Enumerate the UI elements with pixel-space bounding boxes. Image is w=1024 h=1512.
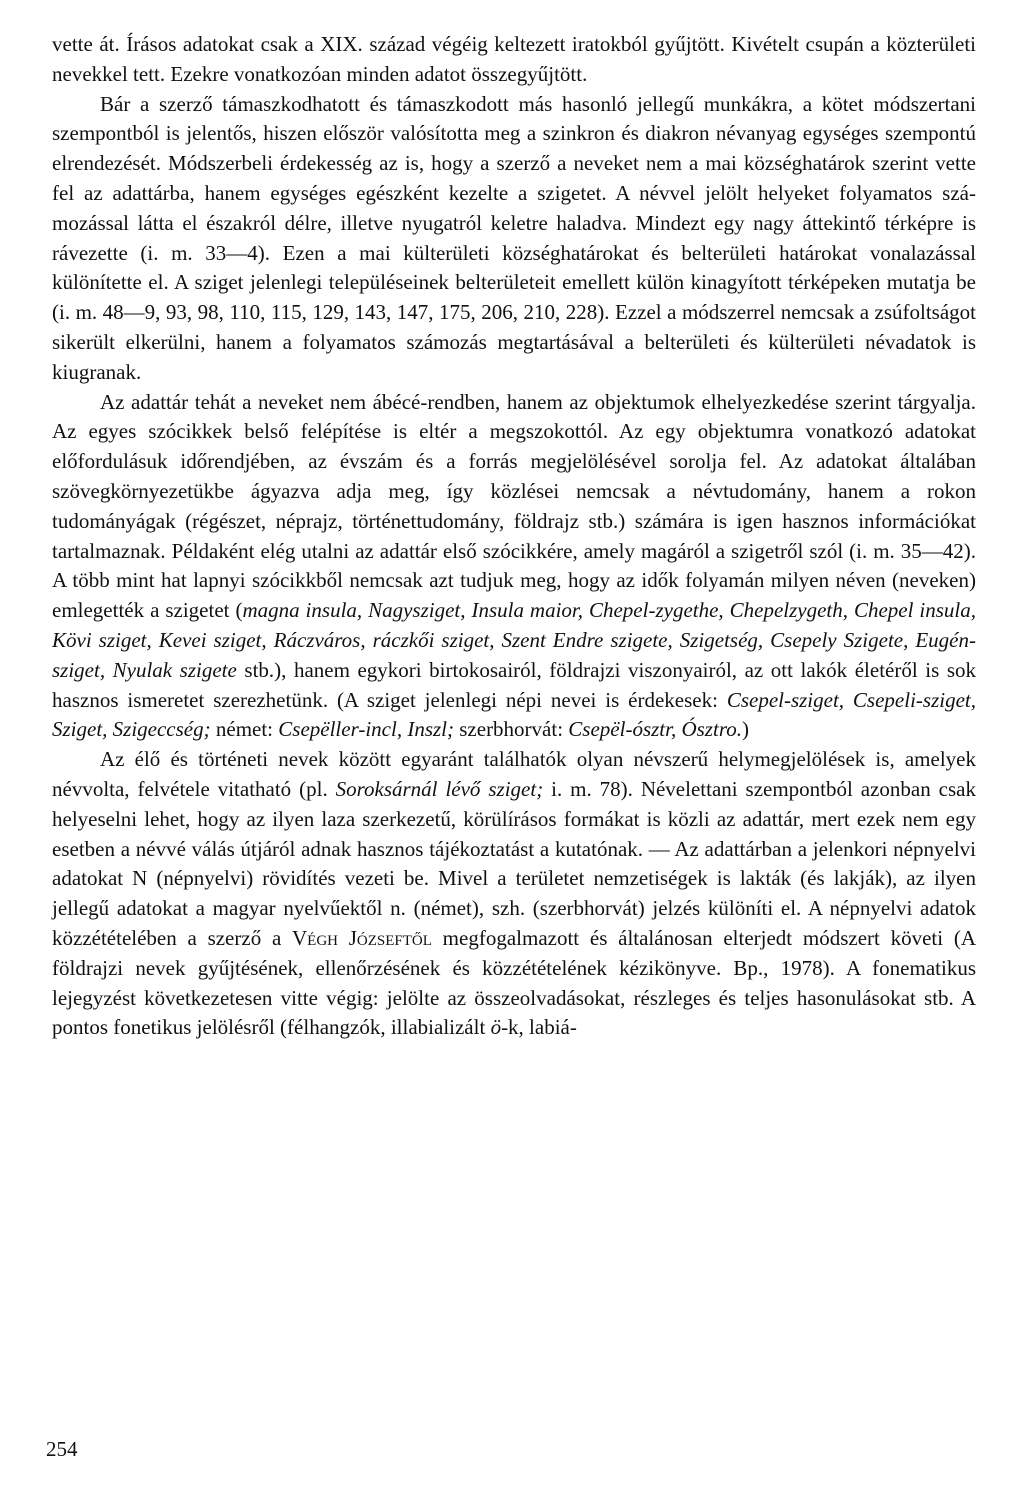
body-paragraph bbox=[52, 388, 976, 746]
italic-run: magna insula, Nagysziget, Insula maior, Chepel-zygethe, Chepelzygeth, Chepel insula, Kövi sziget, Kevei sziget, Ráczváros, ráczkői sziget, Szent Endre szigete, Szigetség, Csepely Szigete, Eugén-sziget, Nyulak szigete bbox=[52, 598, 976, 682]
text-run: szerbhorvát: bbox=[454, 717, 569, 742]
text-run: Az adattár tehát a neveket nem ábécé-rendben, hanem az objektumok elhelyezkedése szerint tárgyalja. Az egyes szócikkek belső felépítése is eltér a megszokottól. Az egy objektumra vonatkozó adatokat előfordulásuk időrendjében, az évszám és a forrás megjelölésével sorolja fel. Az adatokat általában szövegkörnyezetükbe ágyazva adja meg, így közlései nemcsak a névtudomány, hanem a rokon tudományágak (régészet, néprajz, történettudomány, földrajz stb.) számára is igen hasznos információkat tartalmaznak. Példaként elég utalni az adattár első szócikkére, amely magáról a szigetről szól (i. m. 35—42). A több mint hat lapnyi szócikkből nemcsak azt tudjuk meg, hogy az idők folyamán milyen néven (neveken) emlegették a szigetet ( bbox=[52, 389, 976, 623]
italic-run: ö bbox=[490, 1015, 502, 1040]
text-run: vette át. Írásos adatokat csak a XIX. század végéig keltezett iratokból gyűjtött. Kivételt csupán a közterületi nevekkel tett. Ezekre vonatkozóan minden adatot összegyűjtött. bbox=[52, 32, 976, 86]
small-caps-run: Végh Józseftől bbox=[292, 925, 432, 950]
italic-run: Csepëller-incl, Inszl; bbox=[278, 717, 454, 742]
text-run: német: bbox=[210, 717, 279, 742]
text-run: Bár a szerző támaszkodhatott és támaszkodott más hasonló jellegű munkákra, a kötet módszertani szempontból is jelentős, hiszen először valósította meg a szinkron és diakron névanyag egységes szempontú elrendezését. Módszerbeli érdekesség az is, hogy a szerző a neveket nem a mai községhatárok szerint vette fel az adattárba, hanem egységes egészként kezelte a szigetet. A névvel jelölt helyeket folyamatos számozással látta el északról délre, illetve nyugatról keletre haladva. Mindezt egy nagy áttekintő térképre is rávezette (i. m. 33—4). Ezen a mai külterületi községhatárokat és belterületi határokat vonalazással különítette el. A sziget jelenlegi településeinek belterületeit emellett külön kinagyított térképeken mutatja be (i. m. 48—9, 93, 98, 110, 115, 129, 143, 147, 175, 206, 210, 228). Ezzel a módszerrel nemcsak a zsúfoltságot sikerült elkerülni, hanem a folyamatos számozás megtartásával a belterületi és külterületi névadatok is kiugranak. bbox=[52, 91, 976, 384]
body-paragraph bbox=[52, 745, 976, 1043]
italic-run: Soroksárnál lévő sziget; bbox=[335, 776, 544, 801]
text-run: -k, labiá- bbox=[501, 1015, 577, 1040]
text-run: i. m. 78). Névelettani szempontból azonban csak helyeselni lehet, hogy az ilyen laza szerkezetű, körülírásos formákat is közli az adattár, mert ezek nem egy esetben a névvé válás útjáról adnak hasznos tájékoztatást a kutatónak. — Az adattárban a jelenkori népnyelvi adatokat N (népnyelvi) rövidítés vezeti be. Mivel a területet nemzetiségek is lakták (és lakják), az ilyen jellegű adatokat a magyar nyelvűektől n. (német), szh. (szerbhorvát) jelzés különíti el. A népnyelvi adatok közzétételében a szerző a bbox=[52, 776, 976, 950]
italic-run: Csepël-ósztr, Ósztro. bbox=[568, 717, 742, 742]
body-paragraph bbox=[52, 90, 976, 388]
page-body-text bbox=[52, 30, 976, 1043]
page-number: 254 bbox=[46, 1437, 78, 1461]
text-run: megfogalmazott és általánosan elterjedt módszert követi (A földrajzi nevek gyűjtésének, ellenőrzésének és közzétételének kézikönyve. Bp., 1978). A fonematikus lejegyzést következetesen vitte végig: jelölte az összeolvadásokat, részleges és teljes hasonulásokat stb. A pontos fonetikus jelölésről (félhangzók, illabializált bbox=[52, 925, 976, 1040]
text-run: stb.), hanem egykori birtokosairól, földrajzi viszonyairól, az ott lakók életéről is sok hasznos ismeretet szerezhetünk. (A sziget jelenlegi népi nevei is érdekesek: bbox=[52, 657, 976, 712]
text-run: Az élő és történeti nevek között egyaránt találhatók olyan névszerű helymegjelölések is, amelyek névvolta, felvétele vitatható (pl. bbox=[52, 747, 976, 801]
italic-run: Csepel-sziget, Csepeli-sziget, Sziget, Szigeccség; bbox=[52, 687, 976, 742]
text-run: ) bbox=[741, 717, 749, 742]
body-paragraph bbox=[52, 30, 976, 90]
